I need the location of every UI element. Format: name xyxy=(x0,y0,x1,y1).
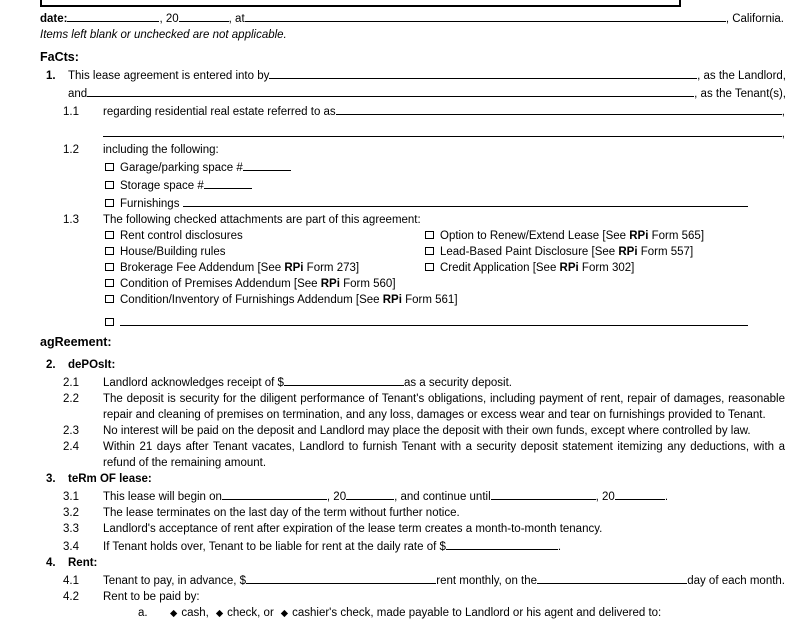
item-1-1-comma: , xyxy=(781,106,785,118)
item-1 xyxy=(46,66,786,102)
item-1-intro: This lease agreement is entered into by xyxy=(68,70,270,82)
garage-option-label: Garage/parking space # xyxy=(120,162,243,174)
city-blank[interactable] xyxy=(245,9,726,22)
item-2-1-number: 2.1 xyxy=(63,377,79,389)
rpi-bold: RPi xyxy=(618,246,638,258)
deposit-amount-blank[interactable] xyxy=(284,373,404,386)
state-suffix: , California. xyxy=(725,13,784,25)
year-prefix: , 20 xyxy=(159,13,179,25)
attachments-row-1 xyxy=(105,228,786,244)
furnishings-blank[interactable] xyxy=(183,194,748,207)
garage-option-row xyxy=(105,158,748,176)
item-4-number: 4. xyxy=(46,557,56,569)
attachment-label: Rent control disclosures xyxy=(120,230,243,242)
cashiers-check-diamond-icon[interactable]: ◆ xyxy=(280,608,289,619)
storage-checkbox-icon[interactable] xyxy=(105,181,114,189)
attachments-row-3 xyxy=(105,260,786,276)
year-blank[interactable] xyxy=(179,9,229,22)
date-blank[interactable] xyxy=(67,9,159,22)
attachment-label-post: Form 561] xyxy=(401,294,458,306)
date-line xyxy=(40,9,784,27)
item-1-3-number: 1.3 xyxy=(63,214,79,226)
item-3-2-text: The lease terminates on the last day of the term without further notice. xyxy=(103,507,460,519)
begin-date-blank[interactable] xyxy=(222,487,327,500)
item-4-2-a-number: a. xyxy=(138,607,148,619)
daily-rate-blank[interactable] xyxy=(446,537,558,550)
item-4-2-number: 4.2 xyxy=(63,591,79,603)
item-2-2-text: The deposit is security for the diligent performance of Tenant's obligations, including payment of rent, repair of damages, reasonable repair and cleaning of premises on termination, and any loss, damages or excess wear and tear on furnishings provided to Tenant. xyxy=(103,393,785,421)
item-4-2-text: Rent to be paid by: xyxy=(103,591,200,603)
cash-diamond-icon[interactable]: ◆ xyxy=(170,608,178,619)
item-3-4-post: . xyxy=(557,541,562,553)
rpi-bold: RPi xyxy=(320,278,340,290)
item-1-1-text: regarding residential real estate referred to as xyxy=(103,106,336,118)
attachment-label: Condition/Inventory of Furnishings Addendum [See xyxy=(120,294,383,306)
item-3-1-p2: , 20 xyxy=(326,491,347,503)
item-3 xyxy=(46,471,786,487)
item-1-3-text: The following checked attachments are part of this agreement: xyxy=(103,214,421,226)
furnishings-option-row xyxy=(105,194,748,212)
brokerage-fee-checkbox-icon[interactable] xyxy=(105,263,114,271)
cash-option-label: cash, xyxy=(181,607,209,619)
item-2-number: 2. xyxy=(46,359,56,371)
term-heading: teRm OF lease: xyxy=(68,473,152,485)
header-box-bottom-edge xyxy=(40,0,681,7)
item-1-1 xyxy=(63,102,785,120)
attachment-label-post: Form 557] xyxy=(637,246,694,258)
tenant-name-blank[interactable] xyxy=(87,84,694,97)
item-3-1-p3: , and continue until xyxy=(394,491,491,503)
condition-furnishings-checkbox-icon[interactable] xyxy=(105,295,114,303)
condition-premises-checkbox-icon[interactable] xyxy=(105,279,114,287)
item-3-3-number: 3.3 xyxy=(63,523,79,535)
item-1-1-cont-comma: , xyxy=(781,128,785,140)
item-3-4-number: 3.4 xyxy=(63,541,79,553)
item-2-4-text: Within 21 days after Tenant vacates, Landlord to furnish Tenant with a security deposit statement itemizing any deductions, with a refund of the remaining amount. xyxy=(103,441,785,469)
check-diamond-icon[interactable]: ◆ xyxy=(215,608,224,619)
item-1-number: 1. xyxy=(46,70,56,82)
item-1-3 xyxy=(63,212,785,228)
attachments-row-2 xyxy=(105,244,786,260)
item-2 xyxy=(46,357,786,373)
item-4-2 xyxy=(63,589,785,605)
landlord-name-blank[interactable] xyxy=(269,66,697,79)
blank-items-note: Items left blank or unchecked are not applicable. xyxy=(40,29,287,41)
attachment-label: Option to Renew/Extend Lease [See xyxy=(440,230,630,242)
item-2-2-number: 2.2 xyxy=(63,393,79,405)
furnishings-checkbox-icon[interactable] xyxy=(105,199,114,207)
check-option-label: check, or xyxy=(227,607,274,619)
storage-number-blank[interactable] xyxy=(204,176,252,189)
item-1-2-number: 1.2 xyxy=(63,144,79,156)
rpi-bold: RPi xyxy=(629,230,649,242)
item-3-1-p5: . xyxy=(664,491,669,503)
and-label: and xyxy=(68,88,88,100)
attachment-label: Credit Application [See xyxy=(440,262,560,274)
property-description-blank[interactable] xyxy=(336,102,782,115)
item-2-3 xyxy=(63,423,785,439)
item-3-number: 3. xyxy=(46,473,56,485)
end-date-blank[interactable] xyxy=(491,487,596,500)
attachment-label: Condition of Premises Addendum [See xyxy=(120,278,321,290)
item-2-1 xyxy=(63,373,785,391)
rpi-bold: RPi xyxy=(559,262,579,274)
garage-number-blank[interactable] xyxy=(243,158,291,171)
garage-checkbox-icon[interactable] xyxy=(105,163,114,171)
furnishings-option-label: Furnishings xyxy=(120,198,180,210)
option-renew-checkbox-icon[interactable] xyxy=(425,231,434,239)
facts-heading: FaCts: xyxy=(40,50,79,64)
item-1-2 xyxy=(63,142,785,158)
item-2-3-text: No interest will be paid on the deposit and Landlord may place the deposit with their own funds, except where controlled by law. xyxy=(103,425,751,437)
attachments-row-other xyxy=(105,313,748,326)
item-3-1-number: 3.1 xyxy=(63,491,79,503)
attachments-row-4 xyxy=(105,276,786,292)
attachments-row-5 xyxy=(105,292,786,308)
cashiers-check-option-label: cashier's check, made payable to Landlord or his agent and delivered to: xyxy=(292,607,662,619)
date-label: date: xyxy=(40,13,68,25)
landlord-suffix: , as the Landlord, xyxy=(697,70,786,82)
property-description-cont-blank[interactable] xyxy=(103,124,782,137)
house-rules-checkbox-icon[interactable] xyxy=(105,247,114,255)
other-attachment-checkbox-icon[interactable] xyxy=(105,318,114,326)
storage-option-row xyxy=(105,176,748,194)
item-4-1-number: 4.1 xyxy=(63,575,79,587)
rent-control-checkbox-icon[interactable] xyxy=(105,231,114,239)
attachment-label-post: Form 560] xyxy=(339,278,396,290)
item-4-1-p1: Tenant to pay, in advance, $ xyxy=(103,575,246,587)
agreement-heading: agReement: xyxy=(40,335,112,349)
item-3-3 xyxy=(63,521,785,537)
rent-amount-blank[interactable] xyxy=(246,571,436,584)
attachment-label: Brokerage Fee Addendum [See xyxy=(120,262,285,274)
item-4-1 xyxy=(63,571,785,589)
item-1-1-continuation xyxy=(103,124,785,142)
item-1-1-number: 1.1 xyxy=(63,106,79,118)
item-2-4-number: 2.4 xyxy=(63,441,79,453)
rpi-bold: RPi xyxy=(382,294,402,306)
item-4 xyxy=(46,555,786,571)
storage-option-label: Storage space # xyxy=(120,180,204,192)
attachment-label-post: Form 302] xyxy=(578,262,635,274)
item-1-2-text: including the following: xyxy=(103,144,219,156)
credit-application-checkbox-icon[interactable] xyxy=(425,263,434,271)
item-3-1-p4: , 20 xyxy=(595,491,615,503)
item-3-4-pre: If Tenant holds over, Tenant to be liable for rent at the daily rate of $ xyxy=(103,541,446,553)
attachment-label-post: Form 565] xyxy=(648,230,705,242)
rent-day-blank[interactable] xyxy=(537,571,687,584)
begin-year-blank[interactable] xyxy=(346,487,394,500)
item-3-2 xyxy=(63,505,785,521)
end-year-blank[interactable] xyxy=(615,487,665,500)
item-3-1 xyxy=(63,487,785,505)
item-2-2 xyxy=(63,391,785,423)
attachment-label: House/Building rules xyxy=(120,246,226,258)
item-3-4 xyxy=(63,537,785,555)
item-4-1-p3: day of each month. xyxy=(687,575,785,587)
item-2-3-number: 2.3 xyxy=(63,425,79,437)
attachment-label-post: Form 273] xyxy=(303,262,360,274)
attachment-label: Lead-Based Paint Disclosure [See xyxy=(440,246,619,258)
tenant-suffix: , as the Tenant(s), xyxy=(694,88,786,100)
other-attachment-blank[interactable] xyxy=(120,313,748,326)
deposit-heading: dePOsIt: xyxy=(68,359,116,371)
item-4-2-a xyxy=(138,605,786,620)
lead-paint-checkbox-icon[interactable] xyxy=(425,247,434,255)
item-2-4 xyxy=(63,439,785,471)
rent-heading: Rent: xyxy=(68,557,98,569)
item-3-1-p1: This lease will begin on xyxy=(103,491,222,503)
item-3-2-number: 3.2 xyxy=(63,507,79,519)
item-2-1-pre: Landlord acknowledges receipt of $ xyxy=(103,377,284,389)
item-2-1-post: as a security deposit. xyxy=(403,377,512,389)
item-4-1-p2: rent monthly, on the xyxy=(436,575,538,587)
at-prefix: , at xyxy=(228,13,245,25)
item-3-3-text: Landlord's acceptance of rent after expiration of the lease term creates a month-to-month tenancy. xyxy=(103,523,603,535)
rpi-bold: RPi xyxy=(284,262,304,274)
